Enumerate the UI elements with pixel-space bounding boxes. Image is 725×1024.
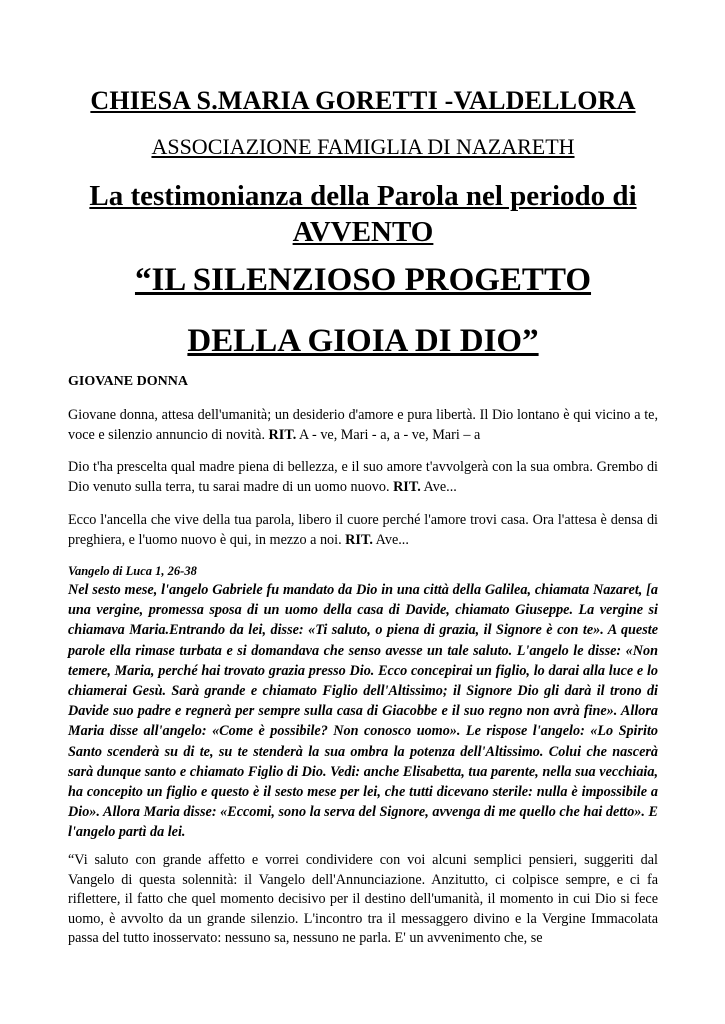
song-title: GIOVANE DONNA xyxy=(68,374,188,389)
association-heading: ASSOCIAZIONE FAMIGLIA DI NAZARETH xyxy=(151,134,575,159)
song-verse-2: Dio t'ha prescelta qual madre piena di bellezza, e il suo amore t'avvolgerà con la sua ombra. Grembo di Dio venuto sulla terra, tu sarai madre di un uomo nuovo. RIT. Ave... xyxy=(68,459,658,495)
song-verse-1: Giovane donna, attesa dell'umanità; un desiderio d'amore e pura libertà. Il Dio lontano è qui vicino a te, voce e silenzio annuncio di novità. RIT. A - ve, Mari - a, a - ve, Mari – a xyxy=(68,407,658,443)
event-subtitle xyxy=(68,178,658,250)
song-verse-3: Ecco l'ancella che vive della tua parola, libero il cuore perché l'amore trovi casa. Ora l'attesa è densa di preghiera, e l'uomo nuovo è qui, in mezzo a noi. RIT. Ave... xyxy=(68,512,658,548)
event-subtitle-line1: La testimonianza della Parola nel periodo di xyxy=(89,180,637,212)
gospel-text: Nel sesto mese, l'angelo Gabriele fu mandato da Dio in una città della Galilea, chiamata Nazaret, [a una vergine, promessa sposa di un uomo della casa di Davide, chiamato Giuseppe. La vergine si chiamava Maria.Entrando da lei, disse: «Ti saluto, o piena di grazia, il Signore è con te». A queste parole ella rimase turbata e si domandava che senso avesse un tale saluto. L'angelo le disse: «Non temere, Maria, perché hai trovato grazia presso Dio. Ecco concepirai un figlio, lo darai alla luce e lo chiamerai Gesù. Sarà grande e chiamato Figlio dell'Altissimo; il Signore Dio gli darà il trono di Davide suo padre e regnerà per sempre sulla casa di Giacobbe e il suo regno non avrà fine». Allora Maria disse all'angelo: «Come è possibile? Non conosco uomo». Le rispose l'angelo: «Lo Spirito Santo scenderà su di te, su te stenderà la sua ombra la potenza dell'Altissimo. Colui che nascerà sarà dunque santo e chiamato Figlio di Dio. Vedi: anche Elisabetta, tua parente, nella sua vecchiaia, ha concepito un figlio e questo è il sesto mese per lei, che tutti dicevano sterile: nulla è impossibile a Dio». Allora Maria disse: «Eccomi, sono la serva del Signore, avvenga di me quello che hai detto». E l'angelo partì da lei. xyxy=(68,582,658,841)
main-title-line1: “IL SILENZIOSO PROGETTO xyxy=(134,262,592,298)
reflection-text: “Vi saluto con grande affetto e vorrei condividere con voi alcuni semplici pensieri, suggeriti dal Vangelo di questa solennità: il Vangelo dell'Annunciazione. Anzitutto, ci colpisce sempre, e ci fa riflettere, il fatto che quel momento decisivo per il destino dell'umanità, il momento in cui Dio si fece uomo, è avvolto da un grande silenzio. L'incontro tra il messaggero divino e la Vergine Immacolata passa del tutto inosservato: nessuno sa, nessuno ne parla. E' un avvenimento che, se xyxy=(68,852,658,946)
gospel-reference: Vangelo di Luca 1, 26-38 xyxy=(68,564,197,578)
main-title-line2: DELLA GIOIA DI DIO” xyxy=(187,323,539,359)
church-heading: CHIESA S.MARIA GORETTI -VALDELLORA xyxy=(90,86,636,115)
event-subtitle-line2: AVVENTO xyxy=(292,216,434,248)
